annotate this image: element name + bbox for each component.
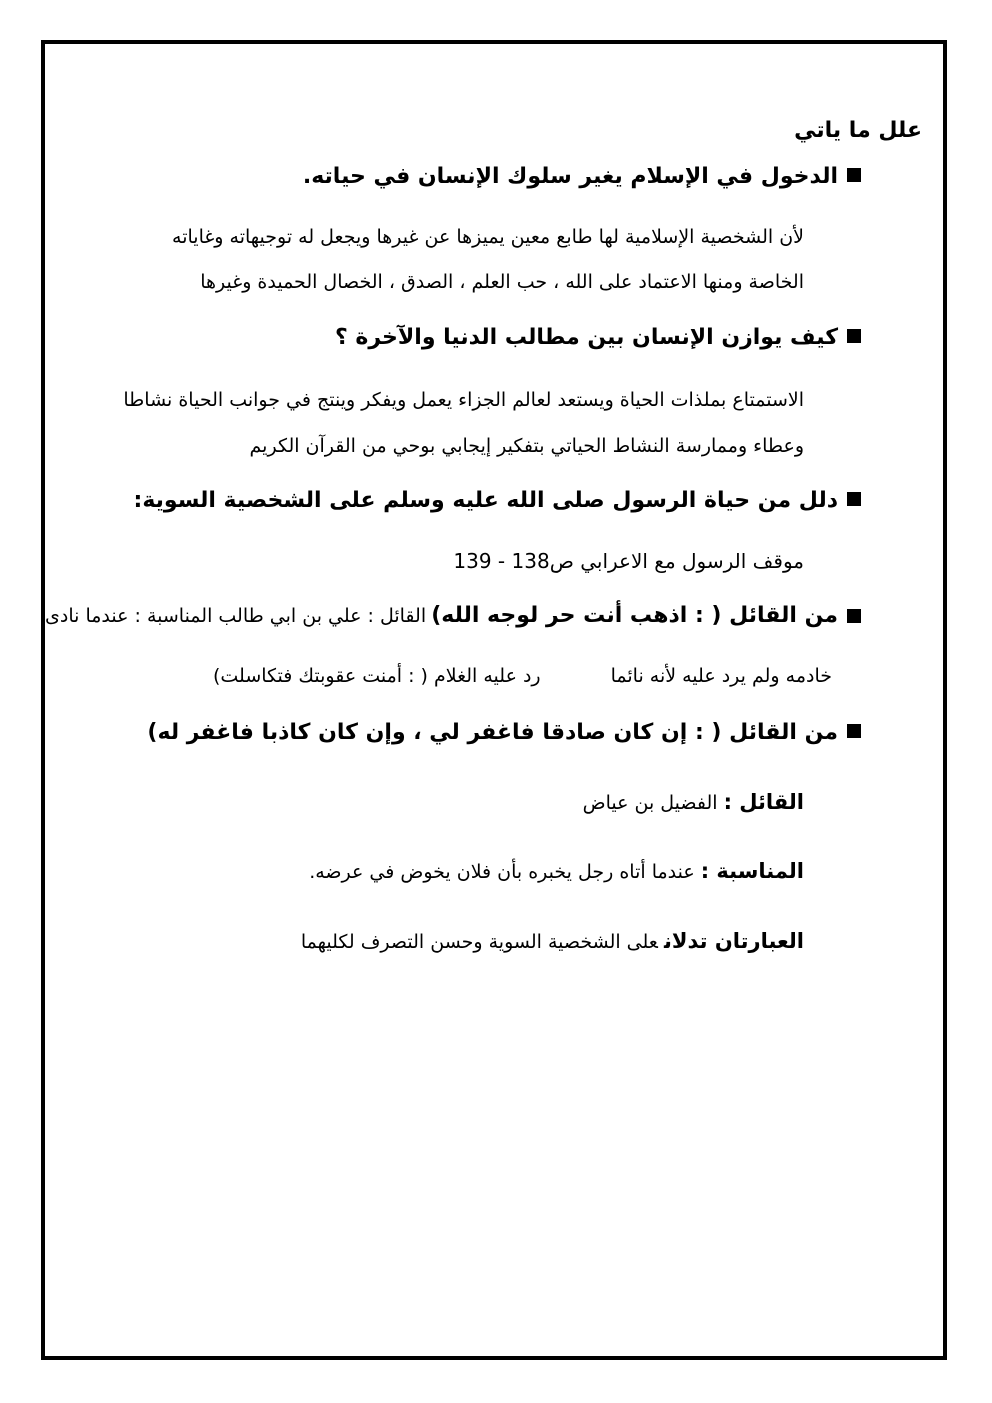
answer-2-line-2: وعطاء وممارسة النشاط الحياتي بتفكير إيجابي بوحي من القرآن الكريم (249, 435, 804, 457)
speaker-label: القائل : (723, 790, 804, 814)
question-5-text: من القائل ( : إن كان صادقا فاغفر لي ، وإن كان كاذبا فاغفر له) (147, 720, 838, 745)
answer-2-line-1: الاستمتاع بملذات الحياة ويستعد لعالم الجزاء يعمل ويفكر وينتج في جوانب الحياة نشاطا (123, 389, 804, 411)
section-title: علل ما ياتي (794, 118, 922, 143)
question-2-text: كيف يوازن الإنسان بين مطالب الدنيا والآخرة ؟ (334, 325, 838, 350)
answer-3: موقف الرسول مع الاعرابي ص138 - 139 (453, 549, 804, 573)
bullet-square-icon (847, 492, 861, 506)
occasion-value: عندما أتاه رجل يخبره بأن فلان يخوض في عرضه. (309, 861, 695, 883)
bullet-square-icon (847, 329, 861, 343)
question-4-text: من القائل ( : اذهب أنت حر لوجه الله) (431, 603, 838, 628)
answer-1-line-1: لأن الشخصية الإسلامية لها طابع معين يميزها عن غيرها ويجعل له توجيهاته وغاياته (172, 226, 804, 248)
question-3-text: دلل من حياة الرسول صلى الله عليه وسلم على الشخصية السوية: (133, 488, 838, 513)
bullet-square-icon (847, 724, 861, 738)
bullet-square-icon (847, 168, 861, 182)
answer-4-line-2 (213, 667, 832, 686)
answer-1-line-2: الخاصة ومنها الاعتماد على الله ، حب العلم ، الصدق ، الخصال الحميدة وغيرها (200, 271, 804, 293)
phrases-label: العبارتان تدلان (663, 929, 804, 953)
phrases-line (301, 931, 804, 952)
phrases-value: على الشخصية السوية وحسن التصرف لكليهما (300, 931, 658, 953)
question-2 (335, 327, 861, 349)
answer-4-part-1: خادمه ولم يرد عليه لأنه نائما (610, 665, 832, 687)
question-1 (303, 166, 861, 188)
question-4 (45, 605, 861, 627)
speaker-value: الفضيل بن عياض (582, 792, 718, 814)
answer-4-inline: القائل : علي بن ابي طالب المناسبة : عندما نادى (45, 605, 427, 627)
bullet-square-icon (847, 609, 861, 623)
speaker-line (583, 792, 804, 813)
question-3 (134, 490, 861, 512)
occasion-line (309, 861, 804, 882)
question-1-text: الدخول في الإسلام يغير سلوك الإنسان في حياته. (302, 164, 838, 189)
occasion-label: المناسبة : (700, 859, 804, 883)
answer-4-part-2: رد عليه الغلام ( : أمنت عقوبتك فتكاسلت) (212, 665, 541, 687)
question-5 (147, 722, 861, 744)
